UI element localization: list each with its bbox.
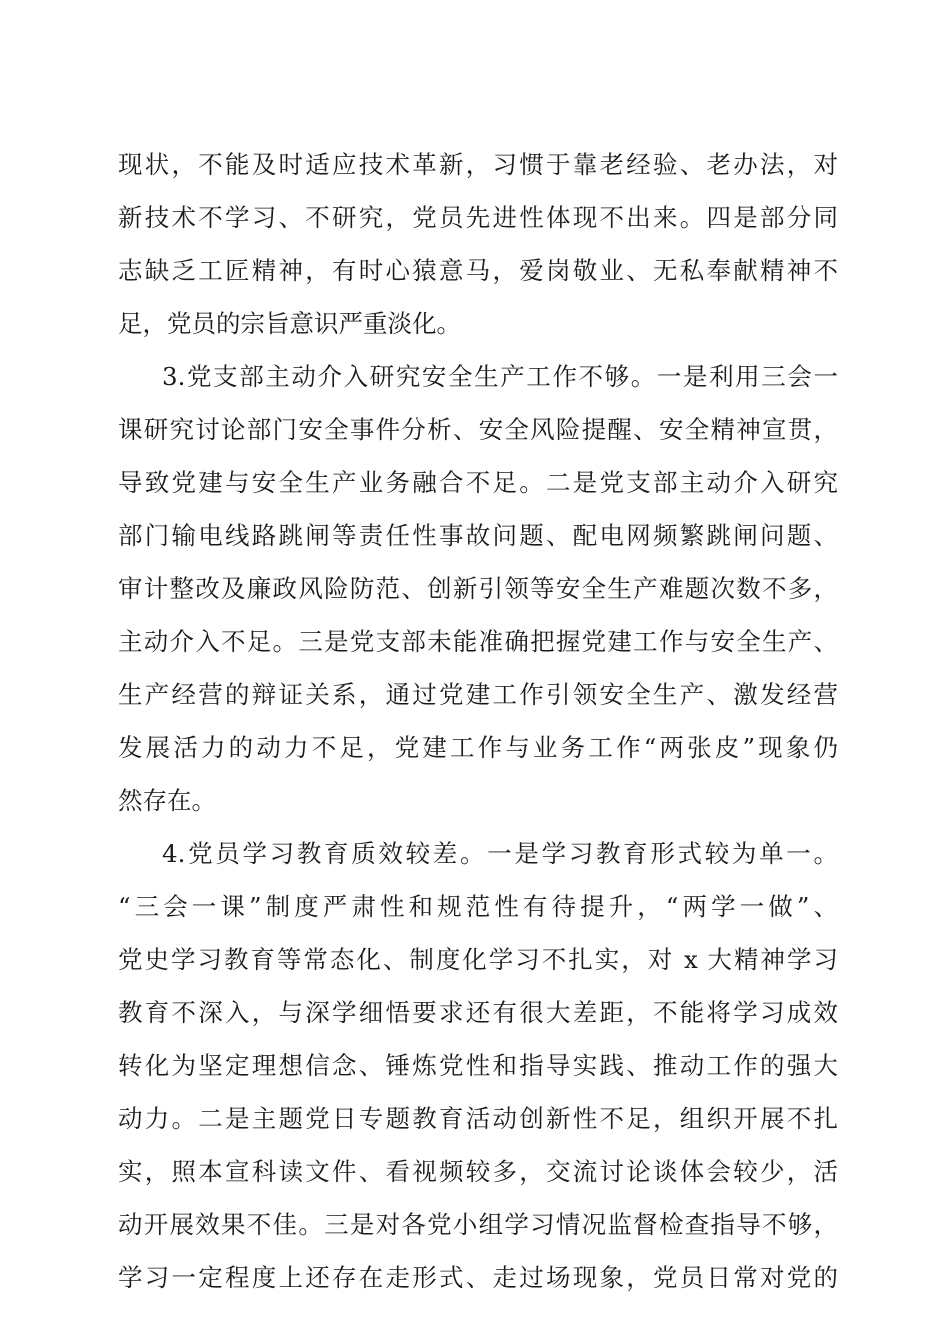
text-line: 转化为坚定理想信念、锤炼党性和指导实践、推动工作的强大 [118,1051,838,1080]
text-line: 发展活力的动力不足，党建工作与业务工作“两张皮”现象仍 [118,733,838,762]
text-line: 志缺乏工匠精神，有时心猿意马，爱岗敬业、无私奉献精神不 [118,256,838,285]
text-line: 动力。二是主题党日专题教育活动创新性不足，组织开展不扎 [118,1104,838,1133]
text-line: 现状，不能及时适应技术革新，习惯于靠老经验、老办法，对 [118,150,838,179]
section-heading-line: 3.党支部主动介入研究安全生产工作不够。一是利用三会一 [162,362,838,391]
text-line: 新技术不学习、不研究，党员先进性体现不出来。四是部分同 [118,203,838,232]
text-line: 党史学习教育等常态化、制度化学习不扎实，对 x 大精神学习 [118,945,838,974]
text-line: 主动介入不足。三是党支部未能准确把握党建工作与安全生产、 [118,627,838,656]
text-line: 实，照本宣科读文件、看视频较多，交流讨论谈体会较少，活 [118,1157,838,1186]
text-line: 然存在。 [118,786,216,815]
text-line: 课研究讨论部门安全事件分析、安全风险提醒、安全精神宣贯， [118,415,838,444]
text-line: 学习一定程度上还存在走形式、走过场现象，党员日常对党的 [118,1263,838,1292]
text-line: 部门输电线路跳闸等责任性事故问题、配电网频繁跳闸问题、 [118,521,838,550]
section-heading-line: 4.党员学习教育质效较差。一是学习教育形式较为单一。 [162,839,838,868]
text-line: 生产经营的辩证关系，通过党建工作引领安全生产、激发经营 [118,680,838,709]
text-line: “三会一课”制度严肃性和规范性有待提升，“两学一做”、 [118,892,838,921]
text-line: 足，党员的宗旨意识严重淡化。 [118,309,461,338]
text-line: 审计整改及廉政风险防范、创新引领等安全生产难题次数不多， [118,574,838,603]
body-text [118,138,838,1304]
text-line: 动开展效果不佳。三是对各党小组学习情况监督检查指导不够， [118,1210,838,1239]
text-line: 导致党建与安全生产业务融合不足。二是党支部主动介入研究 [118,468,838,497]
text-line: 教育不深入，与深学细悟要求还有很大差距，不能将学习成效 [118,998,838,1027]
